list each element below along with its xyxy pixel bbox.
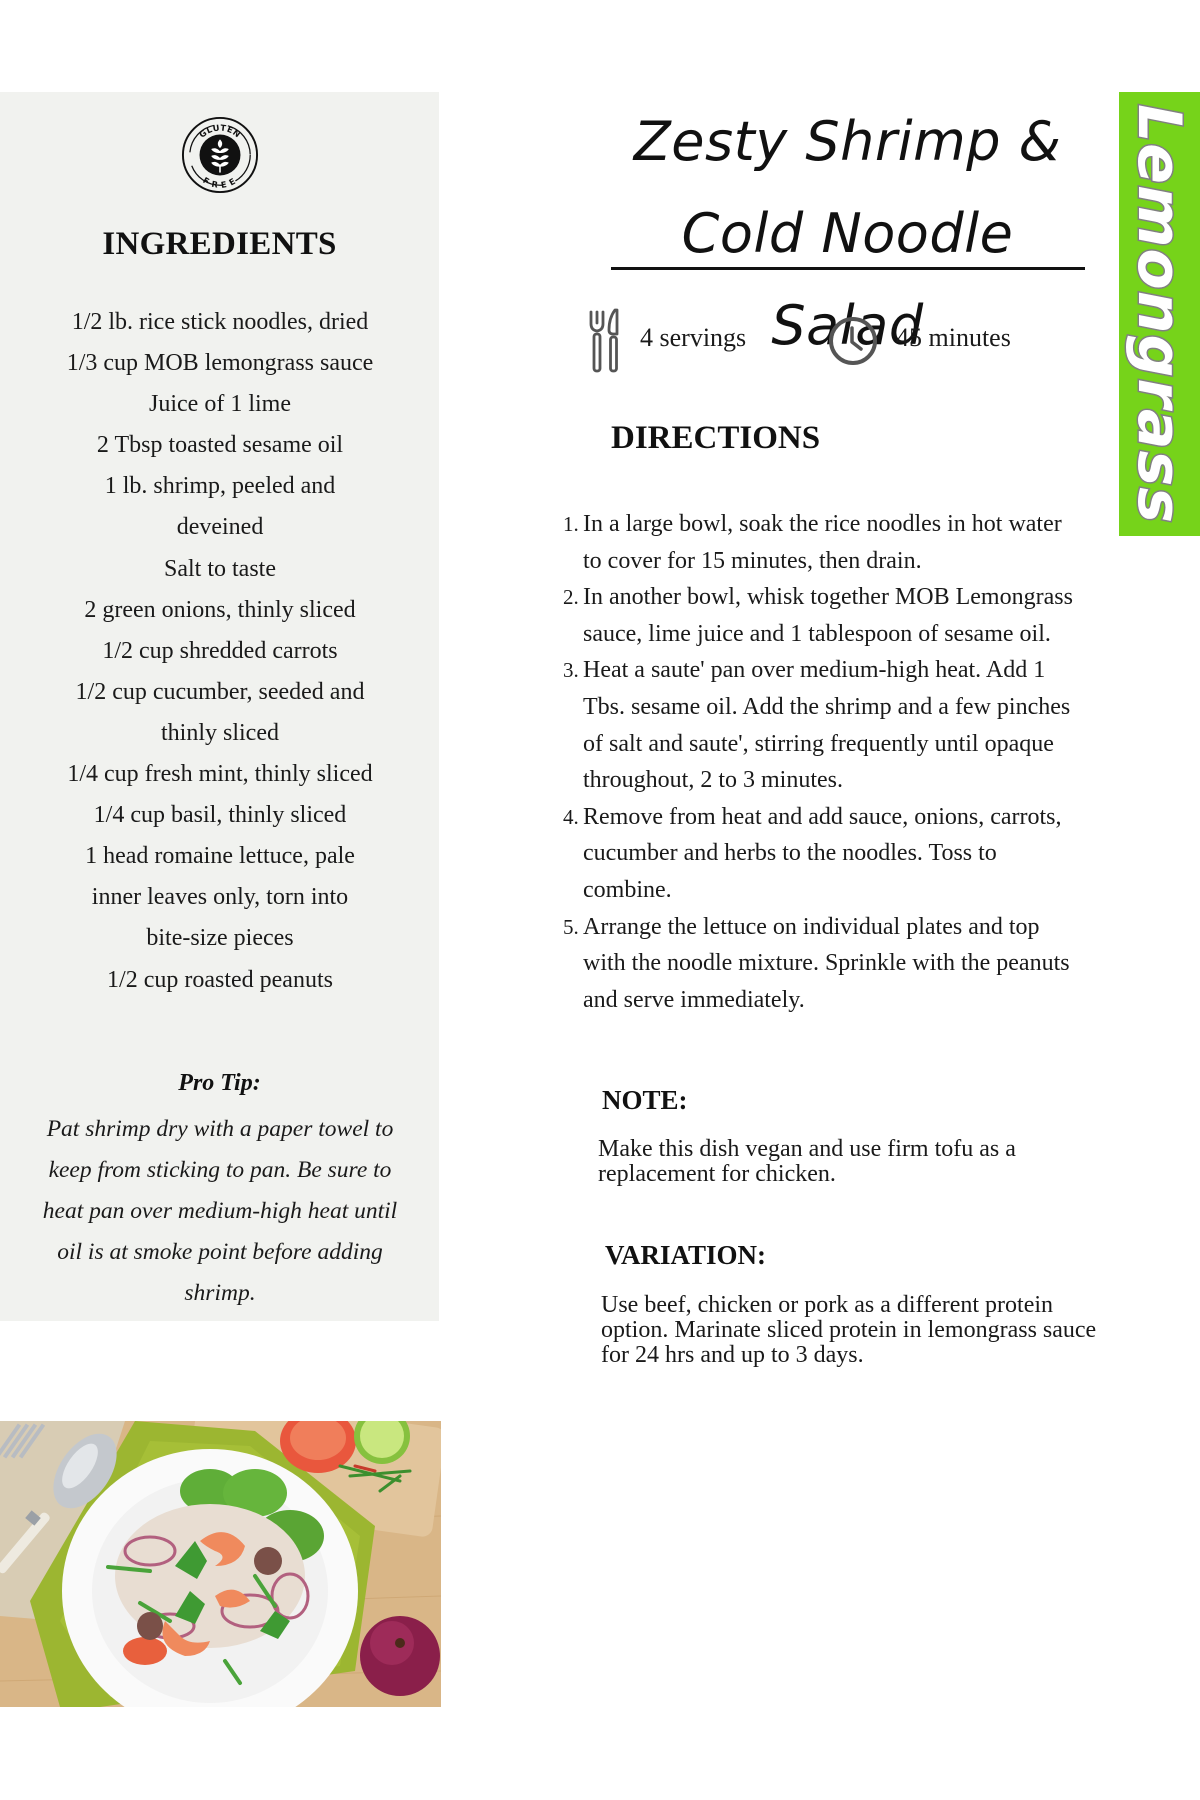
ingredient-line: thinly sliced [161,719,279,746]
badge-bottom-text: FREE [201,175,239,190]
clock-icon [828,316,878,366]
direction-step [563,506,1083,579]
step-text: In another bowl, whisk together MOB Lemongrass sauce, lime juice and 1 tablespoon of sesame oil. [583,584,1073,647]
variation-heading: VARIATION: [605,1240,767,1270]
ingredient-line: Salt to taste [164,555,276,582]
ingredient-line: 2 green onions, thinly sliced [84,596,356,623]
step-number: 3. [563,658,579,683]
fork-knife-icon [588,308,624,374]
ingredient-line: 1/4 cup fresh mint, thinly sliced [67,761,373,788]
step-number: 2. [563,585,579,610]
step-text: In a large bowl, soak the rice noodles in hot water to cover for 15 minutes, then drain. [583,511,1062,574]
direction-step [563,909,1083,1019]
salad-plate-image [0,1421,441,1707]
ingredient-line: deveined [176,514,264,541]
ingredient-line: 2 Tbsp toasted sesame oil [96,432,344,459]
direction-step [563,799,1083,909]
step-text: Arrange the lettuce on individual plates and top with the noodle mixture. Sprinkle with the peanuts and serve immediately. [583,913,1070,1013]
dish-photo [0,1421,441,1707]
ingredient-line: 1 lb. shrimp, peeled and [104,473,336,500]
directions-list [563,506,1083,1018]
ingredient-line: 1 head romaine lettuce, pale [85,843,355,870]
servings-text: 4 servings [640,323,747,352]
category-banner [1119,92,1200,536]
ingredient-line: 1/4 cup basil, thinly sliced [93,802,347,829]
variation-text: Use beef, chicken or pork as a different protein option. Marinate sliced protein in lemongrass sauce for 24 hrs and up to 3 days. [601,1292,1097,1368]
ingredient-line: inner leaves only, torn into [91,884,349,911]
direction-step [563,579,1083,652]
note-text: Make this dish vegan and use firm tofu as a replacement for chicken. [598,1136,1016,1187]
svg-text:FREE [201,175,239,190]
directions-heading: DIRECTIONS [611,420,821,456]
pro-tip-text: Pat shrimp dry with a paper towel to keep from sticking to pan. Be sure to heat pan over medium-high heat until oil is at smoke point before adding shrimp. [42,1116,398,1307]
ingredient-line: 1/2 cup roasted peanuts [107,966,333,993]
ingredient-line: 1/3 cup MOB lemongrass sauce [66,350,374,377]
step-text: Remove from heat and add sauce, onions, carrots, cucumber and herbs to the noodles. Toss to combine. [583,803,1062,903]
ingredient-line: 1/2 cup shredded carrots [102,637,338,664]
direction-step [563,652,1083,798]
ingredient-line: bite-size pieces [146,925,294,952]
category-label: Lemongrass [1124,104,1194,524]
time-text: 45 minutes [896,323,1011,352]
pro-tip-heading: Pro Tip: [178,1070,261,1096]
ingredients-list [30,302,410,1001]
ingredient-line: Juice of 1 lime [149,391,291,418]
step-number: 5. [563,914,579,939]
ingredient-line: 1/2 cup cucumber, seeded and [75,678,365,705]
step-number: 1. [563,512,579,536]
ingredient-line: 1/2 lb. rice stick noodles, dried [71,309,369,335]
recipe-title-line-2: Cold Noodle Salad [681,202,1014,357]
step-text: Heat a saute' pan over medium-high heat. Add 1 Tbs. sesame oil. Add the shrimp and a few pinches of salt and saute', stirring frequently until opaque throughout, 2 to 3 minutes. [583,657,1071,794]
gluten-free-icon [181,116,259,194]
note-heading: NOTE: [602,1085,688,1115]
recipe-title-line-1: Zesty Shrimp & [633,110,1062,173]
ingredients-heading: INGREDIENTS [102,226,337,262]
step-number: 4. [563,804,579,829]
title-underline [611,267,1085,270]
badge-top-text: GLUTEN [197,122,243,140]
